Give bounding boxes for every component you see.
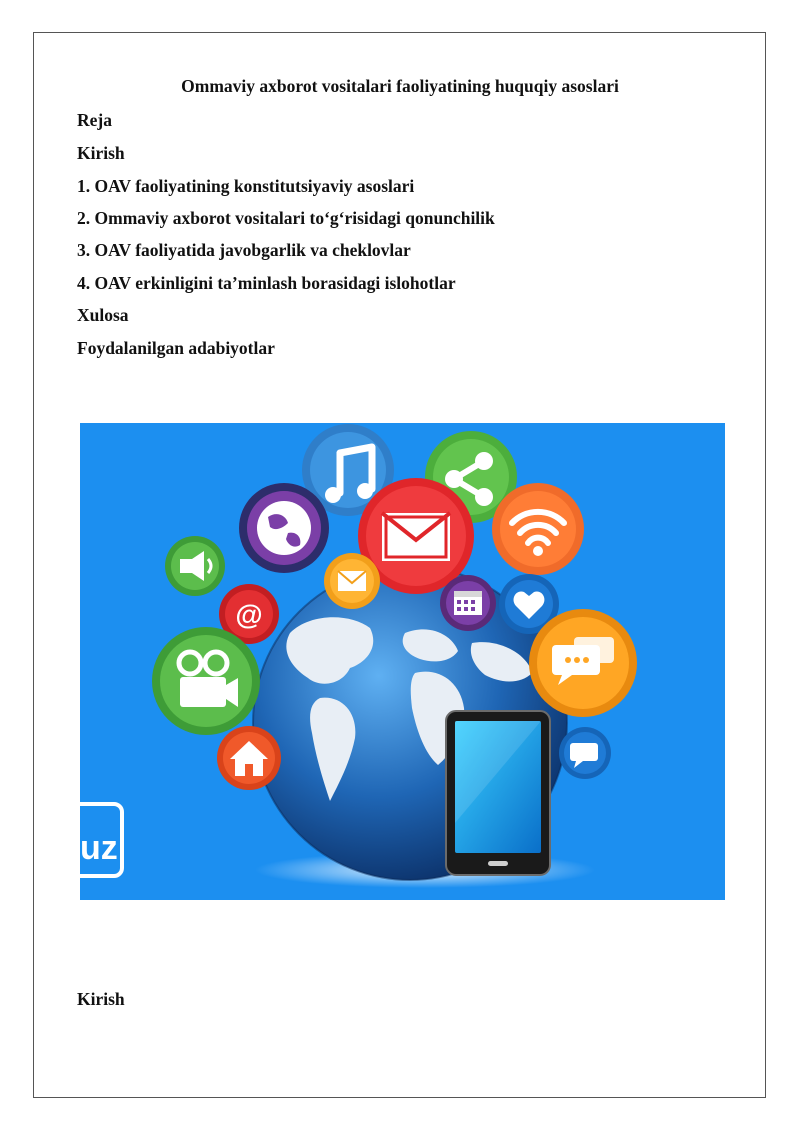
home-icon bbox=[217, 726, 281, 790]
tablet-icon bbox=[446, 711, 550, 875]
chat-icon bbox=[529, 609, 637, 717]
video-camera-icon bbox=[152, 627, 260, 735]
social-media-illustration bbox=[80, 423, 725, 900]
plan-item-3: 3. OAV faoliyatida javobgarlik va cheklovlar bbox=[77, 240, 411, 260]
megaphone-icon bbox=[165, 536, 225, 596]
plan-item-references: Foydalanilgan adabiyotlar bbox=[77, 338, 275, 358]
wifi-icon bbox=[492, 483, 584, 575]
calendar-icon bbox=[440, 575, 496, 631]
plan-item-intro: Kirish bbox=[77, 143, 125, 163]
svg-text:@: @ bbox=[235, 599, 263, 630]
logo-text: uz bbox=[80, 829, 118, 867]
section-heading-intro: Kirish bbox=[77, 989, 125, 1009]
plan-item-2: 2. Ommaviy axborot vositalari to‘g‘risidagi qonunchilik bbox=[77, 208, 495, 228]
message-icon bbox=[559, 727, 611, 779]
plan-heading: Reja bbox=[77, 110, 112, 130]
document-title: Ommaviy axborot vositalari faoliyatining huquqiy asoslari bbox=[181, 76, 619, 96]
plan-item-1: 1. OAV faoliyatining konstitutsiyaviy asoslari bbox=[77, 176, 415, 196]
envelope-icon bbox=[324, 553, 380, 609]
world-icon bbox=[239, 483, 329, 573]
plan-item-4: 4. OAV erkinligini ta’minlash borasidagi islohotlar bbox=[77, 273, 456, 293]
plan-item-conclusion: Xulosa bbox=[77, 305, 129, 325]
